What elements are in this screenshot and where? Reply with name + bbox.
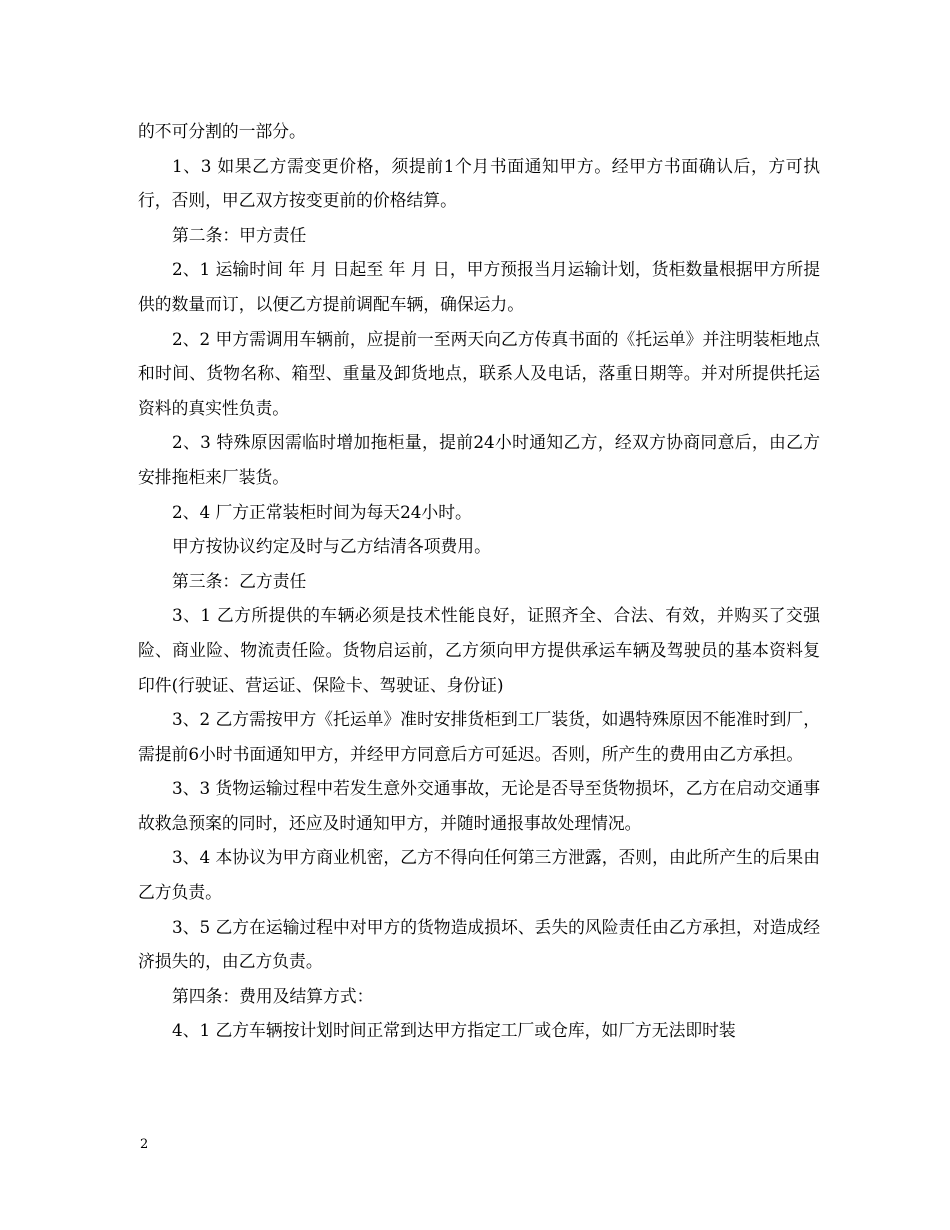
document-body — [138, 114, 820, 1048]
paragraph-16: 4、1 乙方车辆按计划时间正常到达甲方指定工厂或仓库，如厂方无法即时装 — [172, 1020, 736, 1041]
paragraph-10: 3、1 乙方所提供的车辆必须是技术性能良好，证照齐全、合法、有效，并购买了交强险、商业险、物流责任险。货物启运前，乙方须向甲方提供承运车辆及驾驶员的基本资料复印件(行驶证、营运证、保险卡、驾驶证、身份证) — [138, 605, 820, 695]
paragraph-5: 2、2 甲方需调用车辆前，应提前一至两天向乙方传真书面的《托运单》并注明装柜地点和时间、货物名称、箱型、重量及卸货地点，联系人及电话，落重日期等。并对所提供托运资料的真实性负责。 — [138, 328, 820, 418]
section-heading-4: 第四条：费用及结算方式： — [172, 985, 374, 1006]
paragraph-2: 1、3 如果乙方需变更价格，须提前1个月书面通知甲方。经甲方书面确认后，方可执行，否则，甲乙双方按变更前的价格结算。 — [138, 155, 820, 211]
paragraph-8: 甲方按协议约定及时与乙方结清各项费用。 — [172, 536, 491, 557]
paragraph-4: 2、1 运输时间 年 月 日起至 年 月 日，甲方预报当月运输计划，货柜数量根据甲方所提供的数量而订，以便乙方提前调配车辆，确保运力。 — [138, 259, 820, 314]
paragraph-7: 2、4 厂方正常装柜时间为每天24小时。 — [172, 501, 472, 522]
section-heading-2: 第二条：甲方责任 — [172, 224, 307, 245]
paragraph-14: 3、5 乙方在运输过程中对甲方的货物造成损坏、丢失的风险责任由乙方承担，对造成经济损失的，由乙方负责。 — [138, 916, 820, 972]
paragraph-1: 的不可分割的一部分。 — [138, 121, 306, 141]
section-heading-3: 第三条：乙方责任 — [172, 570, 307, 591]
paragraph-12: 3、3 货物运输过程中若发生意外交通事故，无论是否导至货物损坏，乙方在启动交通事故救急预案的同时，还应及时通知甲方，并随时通报事故处理情况。 — [138, 778, 820, 833]
paragraph-6: 2、3 特殊原因需临时增加拖柜量，提前24小时通知乙方，经双方协商同意后，由乙方安排拖柜来厂装货。 — [138, 432, 820, 487]
paragraph-11: 3、2 乙方需按甲方《托运单》准时安排货柜到工厂装货，如遇特殊原因不能准时到厂，需提前6小时书面通知甲方，并经甲方同意后方可延迟。否则，所产生的费用由乙方承担。 — [138, 709, 820, 764]
paragraph-13: 3、4 本协议为甲方商业机密，乙方不得向任何第三方泄露，否则，由此所产生的后果由乙方负责。 — [138, 847, 820, 903]
page-number: 2 — [140, 1137, 149, 1152]
